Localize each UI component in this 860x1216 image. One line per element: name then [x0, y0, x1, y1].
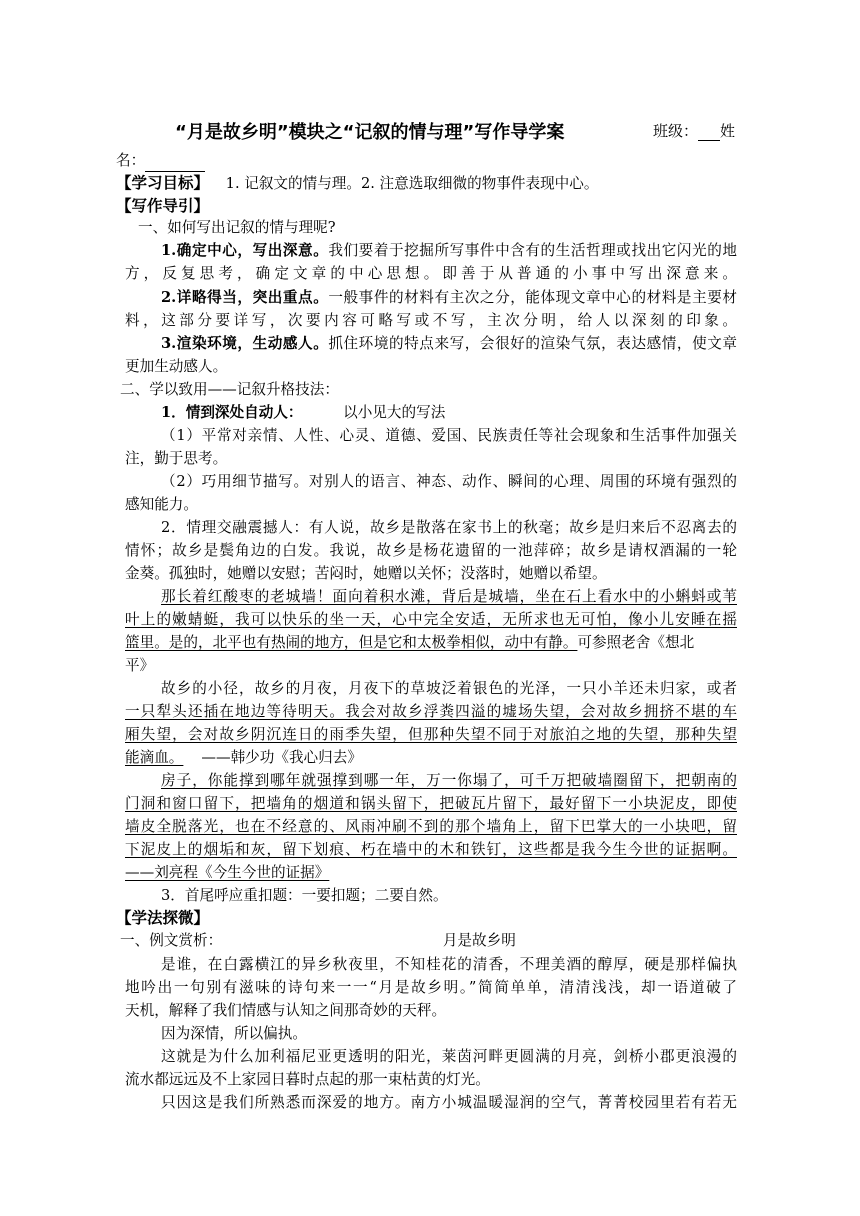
point-3-text: 抓住环境的特点来写，会很好的渲染气氛，表达感情，使文章	[328, 335, 737, 352]
point-1-line-2: 方，反复思考，确定文章的中心思想。即善于从普通的小事中写出深意来。	[125, 265, 737, 282]
excerpt-2-line-1: 故乡的小径，故乡的月夜，月夜下的草坡泛着银色的光泽，一只小羊还未归家，或者	[161, 680, 737, 697]
excerpt-1-source: 可参照老舍《想北	[577, 634, 695, 651]
technique-2-line-3: 金葵。孤独时，她赠以安慰；苦闷时，她赠以关怀；没落时，她赠以希望。	[125, 565, 607, 582]
technique-1a-line-1: （1）平常对亲情、人性、心灵、道德、爱国、民族责任等社会现象和生活事件加强关	[161, 427, 737, 444]
question-1: 一、如何写出记叙的情与理呢?	[138, 219, 336, 236]
essay-title: 月是故乡明	[442, 932, 516, 949]
point-2-line-1	[161, 288, 737, 308]
class-field	[653, 120, 735, 141]
point-1-line-1	[161, 241, 737, 261]
technique-1b-line-2: 感知能力。	[125, 496, 198, 513]
point-2-title: 2.详略得当，突出重点。	[161, 289, 329, 306]
technique-1a-line-2: 注，勤于思考。	[125, 450, 228, 467]
example-row	[120, 931, 732, 951]
technique-3: 3．首尾呼应重扣题：一要扣题；二要自然。	[161, 887, 448, 904]
goals-heading: 【学习目标】	[116, 173, 210, 192]
excerpt-3-line-1: 房子，你能撑到哪年就强撑到哪一年，万一你塌了，可千万把破墙圈留下，把朝南的	[161, 772, 737, 789]
excerpt-1-text: 篮里。是的，北平也有热闹的地方，但是它和太极拳相似，动中有静。	[125, 634, 578, 651]
excerpt-1-line-1: 那长着红酸枣的老城墙！面向着积水滩，背后是城墙，坐在石上看水中的小蝌蚪或苇	[161, 588, 737, 605]
excerpt-3-line-2: 门洞和窗口留下，把墙角的烟道和锅头留下，把破瓦片留下，最好留下一小块泥皮，即使	[125, 795, 737, 812]
essay-para-1-line-2: 地吟出一句别有滋味的诗句来一一“月是故乡明。”简简单单，清清浅浅，却一语道破了	[125, 979, 737, 996]
excerpt-3-source: ——刘亮程《今生今世的证据》	[125, 864, 330, 881]
class-blank[interactable]	[698, 122, 720, 141]
excerpt-2-source: ——韩少功《我心归去》	[201, 749, 362, 766]
essay-para-2: 因为深情，所以偏执。	[161, 1025, 307, 1042]
excerpt-3-line-3: 墙皮全脱落光，也在不经意的、风雨冲刷不到的那个墙角上，留下巴掌大的一小块吧，留	[125, 818, 737, 835]
excerpt-1-line-3	[125, 633, 737, 653]
example-label: 一、例文赏析：	[120, 932, 223, 949]
essay-para-1-line-1: 是谁，在白露横江的异乡秋夜里，不知桂花的清香，不理美酒的醇厚，硬是那样偏执	[161, 956, 737, 973]
technique-1-title	[161, 403, 773, 423]
point-1-title: 1.确定中心，写出深意。	[161, 242, 329, 259]
point-2-text: 一般事件的材料有主次之分，能体现文章中心的材料是主要材	[328, 289, 737, 306]
excerpt-3-line-4: 下泥皮上的烟垢和灰，留下划痕、朽在墙中的木和铁钉，这些都是我今生今世的证据啊。	[125, 841, 737, 858]
point-1-text: 我们要着于挖掘所写事件中含有的生活哲理或找出它闪光的地	[328, 242, 737, 259]
guide-heading: 【写作导引】	[116, 196, 210, 215]
point-3-line-2: 更加生动感人。	[125, 358, 228, 375]
excerpt-1-source-end: 平》	[125, 657, 155, 674]
technique-1-method: 以小见大的写法	[343, 404, 446, 421]
point-3-line-1	[161, 334, 737, 354]
name-field	[116, 151, 728, 172]
essay-para-3-line-2: 流水都远远及不上家园日暮时点起的那一束枯黄的灯光。	[125, 1071, 490, 1088]
goals-row	[116, 173, 728, 194]
essay-para-4-line-1: 只因这是我们所熟悉而深爱的地方。南方小城温暖湿润的空气，菁菁校园里若有若无	[161, 1094, 737, 1111]
essay-para-1-line-3: 天机，解释了我们情感与认知之间那奇妙的天秤。	[125, 1002, 447, 1019]
technique-1-label: 1．情到深处自动人：	[161, 404, 303, 421]
excerpt-2-line-2: 一只犁头还插在地边等待明天。我会对故乡浮粪四溢的墟场失望，会对故乡拥挤不堪的车	[125, 703, 737, 720]
excerpt-2-line-3: 厢失望，会对故乡阴沉连日的雨季失望，但那种失望不同于对旅泊之地的失望，那种失望	[125, 726, 737, 743]
class-label: 班级：	[653, 122, 699, 140]
technique-2-line-1: 2．情理交融震撼人：有人说，故乡是散落在家书上的秋毫；故乡是归来后不忍离去的	[161, 519, 737, 536]
excerpt-2-text: 能滴血。	[125, 749, 184, 766]
document-title: “月是故乡明”模块之“记叙的情与理”写作导学案	[175, 122, 565, 143]
name-blank[interactable]	[145, 151, 205, 172]
point-3-title: 3.渲染环境，生动感人。	[161, 335, 329, 352]
technique-1b-line-1: （2）巧用细节描写。对别人的语言、神态、动作、瞬间的心理、周围的环境有强烈的	[161, 473, 737, 490]
name-label: 名：	[116, 152, 146, 169]
excerpt-2-line-4	[125, 748, 737, 768]
question-2: 二、学以致用——记叙升格技法：	[120, 381, 339, 398]
technique-2-line-2: 情怀；故乡是鬓角边的白发。我说，故乡是杨花遗留的一池萍碎；故乡是请权酒漏的一轮	[125, 542, 737, 559]
excerpt-1-line-2: 叶上的嫩蜻蜓，我可以快乐的坐一天，心中完全安适，无所求也无可怕，像小儿安睡在摇	[125, 611, 737, 628]
method-heading: 【学法探微】	[116, 908, 210, 927]
point-2-line-2: 料，这部分要详写，次要内容可略写或不写，主次分明，给人以深刻的印象。	[125, 312, 737, 329]
name-label-head: 姓	[720, 122, 736, 140]
essay-para-3-line-1: 这就是为什么加利福尼亚更透明的阳光，莱茵河畔更圆满的月亮，剑桥小郡更浪漫的	[161, 1048, 737, 1065]
goals-text: 1. 记叙文的情与理。2. 注意选取细微的物事件表现中心。	[225, 175, 599, 192]
